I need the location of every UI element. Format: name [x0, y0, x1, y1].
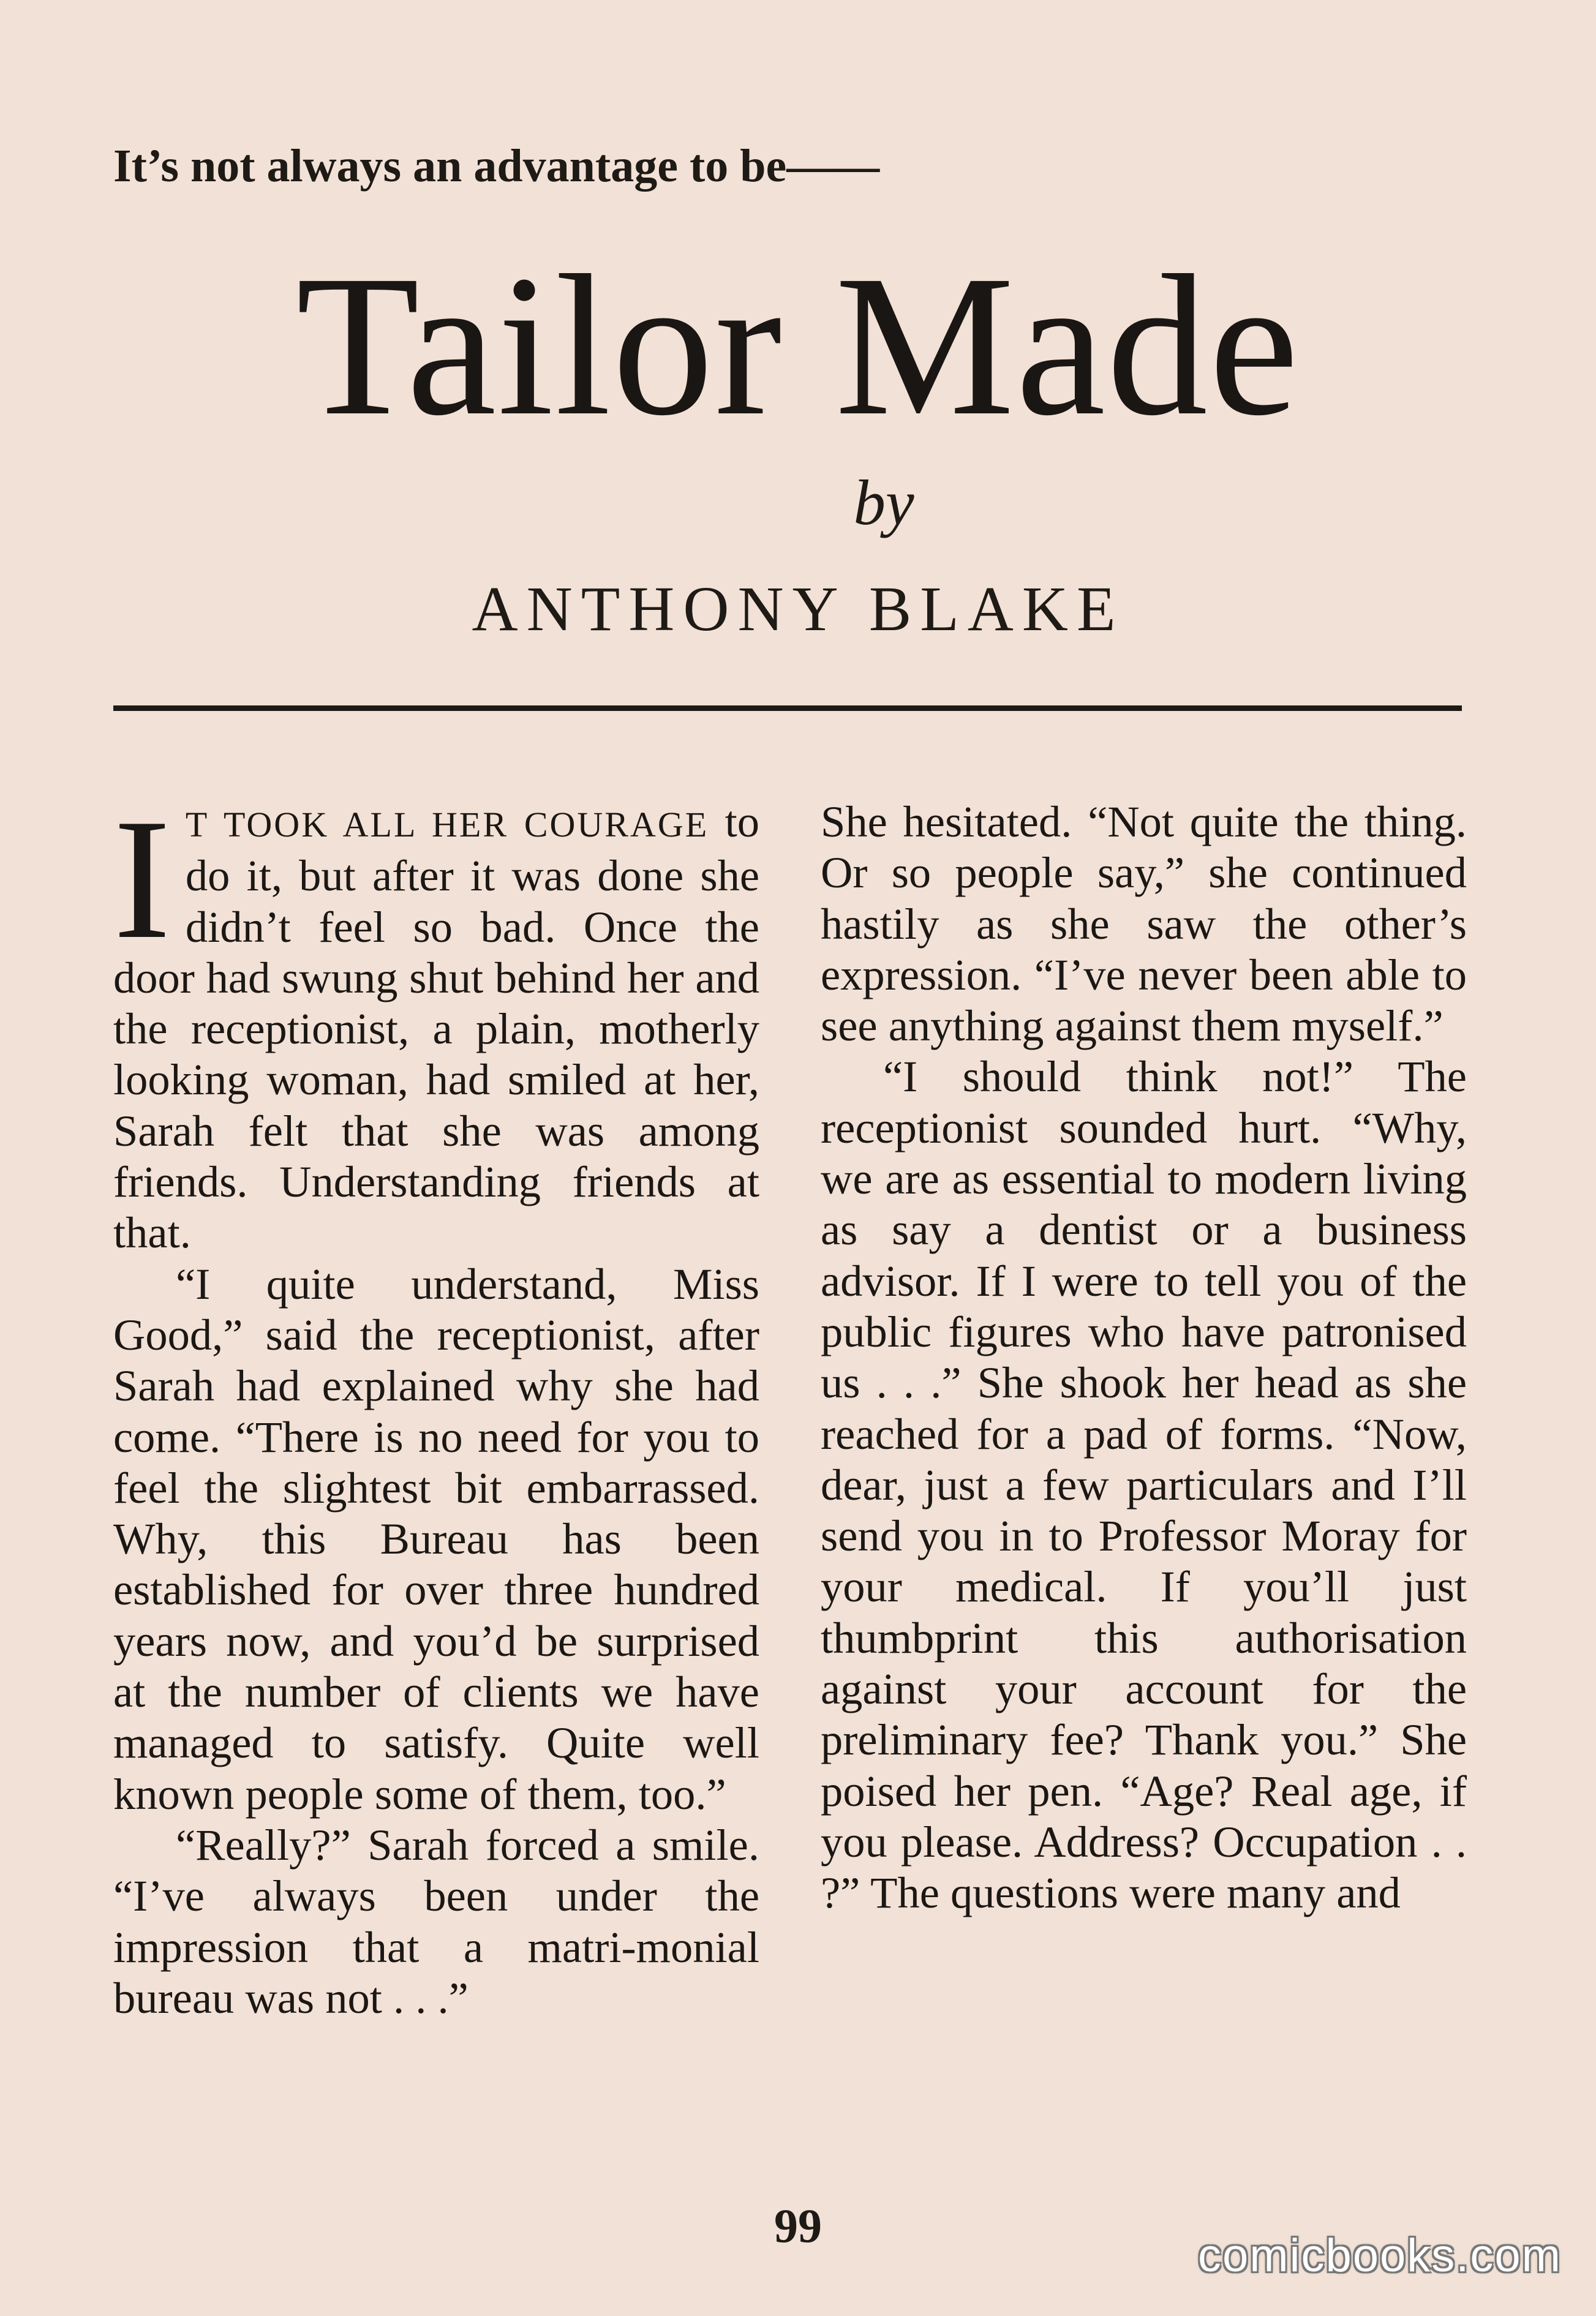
opening-paragraph-text: to do it, but after it was done she didn’t feel so bad. Once the door had swung shut behind her and the receptionist, a plain, motherly looking woman, had smiled at her, Sarah felt that she was among friends. Understanding friends at that. — [113, 797, 760, 1258]
drop-cap: I — [113, 783, 171, 974]
left-text-column — [113, 783, 760, 2023]
title-divider-rule — [113, 705, 1462, 711]
site-watermark: comicbooks.com — [1198, 2230, 1562, 2282]
page-number: 99 — [774, 2199, 822, 2252]
paragraph: “Really?” Sarah forced a smile. “I’ve always been under the impression that a matri-monial bureau was not . . .” — [113, 1819, 759, 2023]
author-name: ANTHONY BLAKE — [472, 574, 1124, 644]
paragraph: “I quite understand, Miss Good,” said the receptionist, after Sarah had explained why she had come. “There is no need for you to feel the slightest bit embarrassed. Why, this Bureau has been established for over three hundred years now, and you’d be surprised at the number of clients we have managed to satisfy. Quite well known people some of them, too.” — [113, 1258, 759, 1819]
opening-small-caps: T TOOK ALL HER COURAGE — [185, 805, 709, 844]
opening-paragraph — [113, 783, 760, 1258]
byline-by: by — [853, 467, 914, 538]
article-title: Tailor Made — [296, 234, 1300, 457]
paragraph: “I should think not!” The receptionist sounded hurt. “Why, we are as essential to modern living as say a dentist or a business advisor. If I were to tell you of the public figures who have patronised us . . .” She shook her head as she reached for a pad of forms. “Now, dear, just a few particulars and I’ll send you in to Professor Moray for your medical. If you’ll just thumbprint this authorisation against your account for the preliminary fee? Thank you.” She poised her pen. “Age? Real age, if you please. Address? Occupation . . ?” The questions were many and — [821, 1051, 1467, 1918]
paragraph: She hesitated. “Not quite the thing. Or so people say,” she continued hastily as she saw the other’s expression. “I’ve never been able to see anything against them myself.” — [821, 797, 1467, 1051]
right-text-column — [821, 796, 1467, 1919]
article-kicker: It’s not always an advantage to be—— — [113, 140, 880, 192]
